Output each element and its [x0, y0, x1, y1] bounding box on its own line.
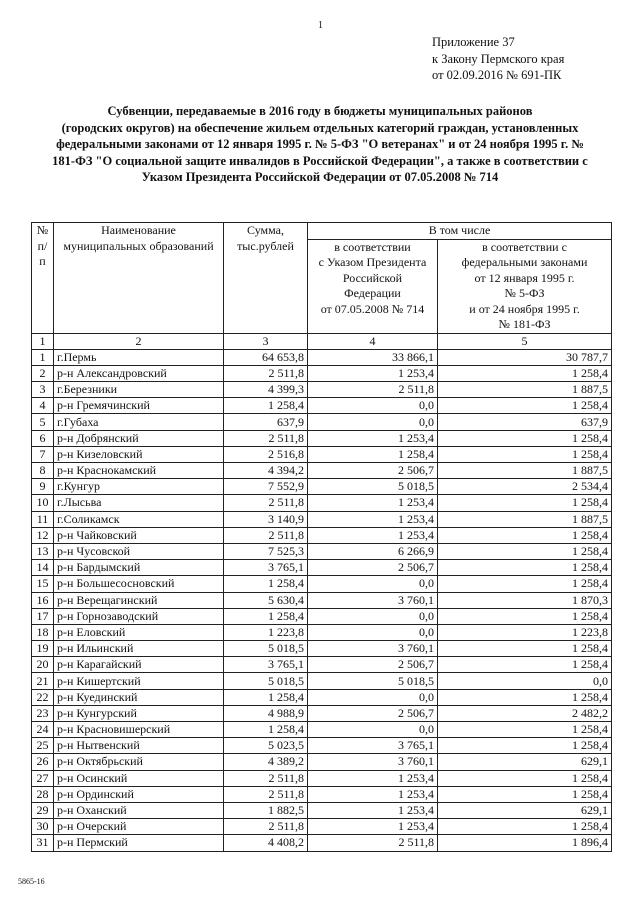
header-line: Наименование — [101, 223, 176, 237]
total-sum: 2 511,8 — [224, 770, 308, 786]
decree-sum: 5 018,5 — [308, 673, 438, 689]
row-number: 20 — [32, 657, 54, 673]
municipality-name: г.Соликамск — [54, 511, 224, 527]
decree-sum: 1 253,4 — [308, 430, 438, 446]
federal-sum: 1 258,4 — [438, 786, 612, 802]
document-code: 5865-16 — [18, 877, 45, 886]
table-row — [32, 560, 612, 576]
federal-sum: 629,1 — [438, 802, 612, 818]
table-row — [32, 802, 612, 818]
federal-sum: 1 870,3 — [438, 592, 612, 608]
total-sum: 2 511,8 — [224, 365, 308, 381]
decree-sum: 1 253,4 — [308, 819, 438, 835]
title-line: 181-ФЗ "О социальной защите инвалидов в Российской Федерации", а также в соответствии с — [52, 153, 588, 168]
header-line: п/п — [37, 238, 48, 268]
total-sum: 4 394,2 — [224, 463, 308, 479]
row-number: 14 — [32, 560, 54, 576]
table-body — [32, 349, 612, 851]
total-sum: 2 511,8 — [224, 819, 308, 835]
federal-sum: 1 258,4 — [438, 722, 612, 738]
header-line: федеральными законами — [461, 255, 588, 269]
total-sum: 5 018,5 — [224, 641, 308, 657]
document-title — [22, 103, 618, 186]
decree-sum: 3 760,1 — [308, 754, 438, 770]
federal-sum: 1 258,4 — [438, 819, 612, 835]
column-index: 1 — [32, 333, 54, 349]
federal-sum: 1 887,5 — [438, 382, 612, 398]
table-row — [32, 511, 612, 527]
municipality-name: р-н Очерский — [54, 819, 224, 835]
decree-sum: 6 266,9 — [308, 543, 438, 559]
federal-sum: 1 258,4 — [438, 543, 612, 559]
municipality-name: р-н Куединский — [54, 689, 224, 705]
decree-sum: 0,0 — [308, 398, 438, 414]
decree-sum: 1 253,4 — [308, 770, 438, 786]
municipality-name: р-н Красновишерский — [54, 722, 224, 738]
federal-sum: 1 258,4 — [438, 430, 612, 446]
row-number: 3 — [32, 382, 54, 398]
title-line: федеральными законами от 12 января 1995 г. № 5-ФЗ "О ветеранах" и от 24 ноября 1995 г. № — [56, 137, 584, 151]
title-line: Указом Президента Российской Федерации от 07.05.2008 № 714 — [141, 170, 499, 184]
total-sum: 4 408,2 — [224, 835, 308, 851]
table-row — [32, 543, 612, 559]
header-municipality — [54, 223, 224, 334]
total-sum: 5 018,5 — [224, 673, 308, 689]
municipality-name: р-н Добрянский — [54, 430, 224, 446]
table-row — [32, 786, 612, 802]
header-line: от 12 января 1995 г. — [474, 270, 575, 285]
decree-sum: 3 765,1 — [308, 738, 438, 754]
municipality-name: р-н Кизеловский — [54, 446, 224, 462]
federal-sum: 1 258,4 — [438, 770, 612, 786]
row-number: 11 — [32, 511, 54, 527]
municipality-name: р-н Ильинский — [54, 641, 224, 657]
federal-sum: 1 258,4 — [438, 495, 612, 511]
table-row — [32, 819, 612, 835]
decree-sum: 1 253,4 — [308, 511, 438, 527]
federal-sum: 1 258,4 — [438, 446, 612, 462]
header-line: № 5-ФЗ — [504, 286, 545, 300]
header-line: Российской — [342, 270, 403, 285]
row-number: 26 — [32, 754, 54, 770]
table-row — [32, 705, 612, 721]
total-sum: 1 258,4 — [224, 689, 308, 705]
row-number: 5 — [32, 414, 54, 430]
total-sum: 7 552,9 — [224, 479, 308, 495]
header-line: Федерации — [344, 286, 401, 300]
table-row — [32, 576, 612, 592]
decree-sum: 0,0 — [308, 608, 438, 624]
row-number: 28 — [32, 786, 54, 802]
table-row — [32, 527, 612, 543]
column-index-row — [32, 333, 612, 349]
total-sum: 3 765,1 — [224, 560, 308, 576]
header-federal-laws — [438, 239, 612, 333]
municipality-name: р-н Чайковский — [54, 527, 224, 543]
total-sum: 1 258,4 — [224, 398, 308, 414]
federal-sum: 30 787,7 — [438, 349, 612, 365]
municipality-name: г.Кунгур — [54, 479, 224, 495]
row-number: 1 — [32, 349, 54, 365]
total-sum: 1 882,5 — [224, 802, 308, 818]
federal-sum: 1 258,4 — [438, 689, 612, 705]
decree-sum: 1 253,4 — [308, 802, 438, 818]
title-line: (городских округов) на обеспечение жильем отдельных категорий граждан, установленных — [61, 120, 579, 135]
row-number: 2 — [32, 365, 54, 381]
row-number: 15 — [32, 576, 54, 592]
municipality-name: р-н Чусовской — [54, 543, 224, 559]
column-index: 3 — [224, 333, 308, 349]
table-row — [32, 446, 612, 462]
page-number: 1 — [318, 20, 323, 31]
table-row — [32, 349, 612, 365]
table-row — [32, 495, 612, 511]
table-row — [32, 770, 612, 786]
row-number: 13 — [32, 543, 54, 559]
row-number: 18 — [32, 624, 54, 640]
municipality-name: р-н Кишертский — [54, 673, 224, 689]
title-line: Субвенции, передаваемые в 2016 году в бюджеты муниципальных районов — [107, 104, 533, 118]
decree-sum: 3 760,1 — [308, 641, 438, 657]
row-number: 12 — [32, 527, 54, 543]
total-sum: 2 511,8 — [224, 786, 308, 802]
header-line: от 07.05.2008 № 714 — [320, 301, 425, 316]
municipality-name: р-н Осинский — [54, 770, 224, 786]
total-sum: 4 399,3 — [224, 382, 308, 398]
subsidy-table — [31, 222, 612, 852]
decree-sum: 2 506,7 — [308, 463, 438, 479]
total-sum: 1 258,4 — [224, 576, 308, 592]
row-number: 17 — [32, 608, 54, 624]
row-number: 7 — [32, 446, 54, 462]
row-number: 8 — [32, 463, 54, 479]
municipality-name: р-н Верещагинский — [54, 592, 224, 608]
row-number: 30 — [32, 819, 54, 835]
municipality-name: г.Березники — [54, 382, 224, 398]
table-row — [32, 398, 612, 414]
decree-sum: 2 506,7 — [308, 560, 438, 576]
table-row — [32, 608, 612, 624]
row-number: 16 — [32, 592, 54, 608]
total-sum: 4 988,9 — [224, 705, 308, 721]
table-row — [32, 414, 612, 430]
federal-sum: 629,1 — [438, 754, 612, 770]
column-index: 2 — [54, 333, 224, 349]
header-number — [32, 223, 54, 334]
row-number: 23 — [32, 705, 54, 721]
table-row — [32, 738, 612, 754]
decree-sum: 2 511,8 — [308, 835, 438, 851]
municipality-name: р-н Еловский — [54, 624, 224, 640]
row-number: 27 — [32, 770, 54, 786]
header-line: в соответствии — [334, 239, 411, 254]
decree-sum: 1 258,4 — [308, 446, 438, 462]
federal-sum: 1 223,8 — [438, 624, 612, 640]
municipality-name: г.Лысьва — [54, 495, 224, 511]
total-sum: 1 258,4 — [224, 608, 308, 624]
federal-sum: 1 258,4 — [438, 365, 612, 381]
federal-sum: 1 258,4 — [438, 560, 612, 576]
row-number: 29 — [32, 802, 54, 818]
table-row — [32, 382, 612, 398]
decree-sum: 0,0 — [308, 414, 438, 430]
table-row — [32, 641, 612, 657]
decree-sum: 1 253,4 — [308, 365, 438, 381]
table-row — [32, 624, 612, 640]
federal-sum: 1 258,4 — [438, 738, 612, 754]
table-row — [32, 835, 612, 851]
municipality-name: р-н Кунгурский — [54, 705, 224, 721]
decree-sum: 0,0 — [308, 689, 438, 705]
row-number: 4 — [32, 398, 54, 414]
federal-sum: 1 258,4 — [438, 608, 612, 624]
table-row — [32, 689, 612, 705]
total-sum: 3 765,1 — [224, 657, 308, 673]
decree-sum: 2 506,7 — [308, 657, 438, 673]
federal-sum: 1 896,4 — [438, 835, 612, 851]
municipality-name: р-н Оханский — [54, 802, 224, 818]
table-row — [32, 463, 612, 479]
table-row — [32, 722, 612, 738]
header-line: тыс.рублей — [237, 238, 294, 253]
municipality-name: р-н Пермский — [54, 835, 224, 851]
row-number: 24 — [32, 722, 54, 738]
total-sum: 637,9 — [224, 414, 308, 430]
federal-sum: 1 258,4 — [438, 576, 612, 592]
header-presidential-decree — [308, 239, 438, 333]
total-sum: 2 511,8 — [224, 527, 308, 543]
header-line: муниципальных образований — [63, 238, 214, 253]
row-number: 10 — [32, 495, 54, 511]
header-sum — [224, 223, 308, 334]
decree-sum: 2 506,7 — [308, 705, 438, 721]
municipality-name: р-н Ординский — [54, 786, 224, 802]
row-number: 19 — [32, 641, 54, 657]
municipality-name: г.Губаха — [54, 414, 224, 430]
municipality-name: г.Пермь — [54, 349, 224, 365]
header-line: Сумма, — [247, 223, 284, 237]
table-row — [32, 479, 612, 495]
federal-sum: 0,0 — [438, 673, 612, 689]
appendix-line: от 02.09.2016 № 691-ПК — [432, 68, 562, 82]
table-row — [32, 657, 612, 673]
column-index: 4 — [308, 333, 438, 349]
header-line: № — [36, 223, 49, 237]
federal-sum: 1 258,4 — [438, 527, 612, 543]
decree-sum: 3 760,1 — [308, 592, 438, 608]
municipality-name: р-н Карагайский — [54, 657, 224, 673]
municipality-name: р-н Гремячинский — [54, 398, 224, 414]
decree-sum: 1 253,4 — [308, 786, 438, 802]
federal-sum: 1 258,4 — [438, 657, 612, 673]
decree-sum: 0,0 — [308, 624, 438, 640]
row-number: 21 — [32, 673, 54, 689]
municipality-name: р-н Нытвенский — [54, 738, 224, 754]
total-sum: 5 630,4 — [224, 592, 308, 608]
row-number: 9 — [32, 479, 54, 495]
header-line: № 181-ФЗ — [498, 317, 551, 331]
federal-sum: 637,9 — [438, 414, 612, 430]
header-line: в соответствии с — [482, 239, 567, 254]
total-sum: 5 023,5 — [224, 738, 308, 754]
federal-sum: 1 887,5 — [438, 511, 612, 527]
table-row — [32, 673, 612, 689]
decree-sum: 1 253,4 — [308, 527, 438, 543]
total-sum: 2 511,8 — [224, 495, 308, 511]
municipality-name: р-н Бардымский — [54, 560, 224, 576]
table-header-row — [32, 223, 612, 240]
row-number: 31 — [32, 835, 54, 851]
total-sum: 4 389,2 — [224, 754, 308, 770]
municipality-name: р-н Горнозаводский — [54, 608, 224, 624]
header-including: В том числе — [308, 223, 612, 240]
table-row — [32, 430, 612, 446]
total-sum: 64 653,8 — [224, 349, 308, 365]
municipality-name: р-н Большесосновский — [54, 576, 224, 592]
decree-sum: 2 511,8 — [308, 382, 438, 398]
table-row — [32, 592, 612, 608]
federal-sum: 1 258,4 — [438, 398, 612, 414]
total-sum: 3 140,9 — [224, 511, 308, 527]
municipality-name: р-н Октябрьский — [54, 754, 224, 770]
header-line: и от 24 ноября 1995 г. — [469, 301, 580, 316]
municipality-name: р-н Александровский — [54, 365, 224, 381]
decree-sum: 0,0 — [308, 576, 438, 592]
total-sum: 1 258,4 — [224, 722, 308, 738]
row-number: 22 — [32, 689, 54, 705]
row-number: 25 — [32, 738, 54, 754]
column-index: 5 — [438, 333, 612, 349]
appendix-reference — [432, 34, 564, 84]
header-line: с Указом Президента — [318, 255, 427, 269]
total-sum: 2 516,8 — [224, 446, 308, 462]
appendix-line: к Закону Пермского края — [432, 51, 565, 66]
federal-sum: 2 534,4 — [438, 479, 612, 495]
federal-sum: 1 887,5 — [438, 463, 612, 479]
decree-sum: 5 018,5 — [308, 479, 438, 495]
table-row — [32, 754, 612, 770]
municipality-name: р-н Краснокамский — [54, 463, 224, 479]
federal-sum: 2 482,2 — [438, 705, 612, 721]
decree-sum: 0,0 — [308, 722, 438, 738]
appendix-line: Приложение 37 — [432, 35, 515, 49]
total-sum: 1 223,8 — [224, 624, 308, 640]
decree-sum: 33 866,1 — [308, 349, 438, 365]
federal-sum: 1 258,4 — [438, 641, 612, 657]
table-row — [32, 365, 612, 381]
row-number: 6 — [32, 430, 54, 446]
total-sum: 2 511,8 — [224, 430, 308, 446]
decree-sum: 1 253,4 — [308, 495, 438, 511]
total-sum: 7 525,3 — [224, 543, 308, 559]
